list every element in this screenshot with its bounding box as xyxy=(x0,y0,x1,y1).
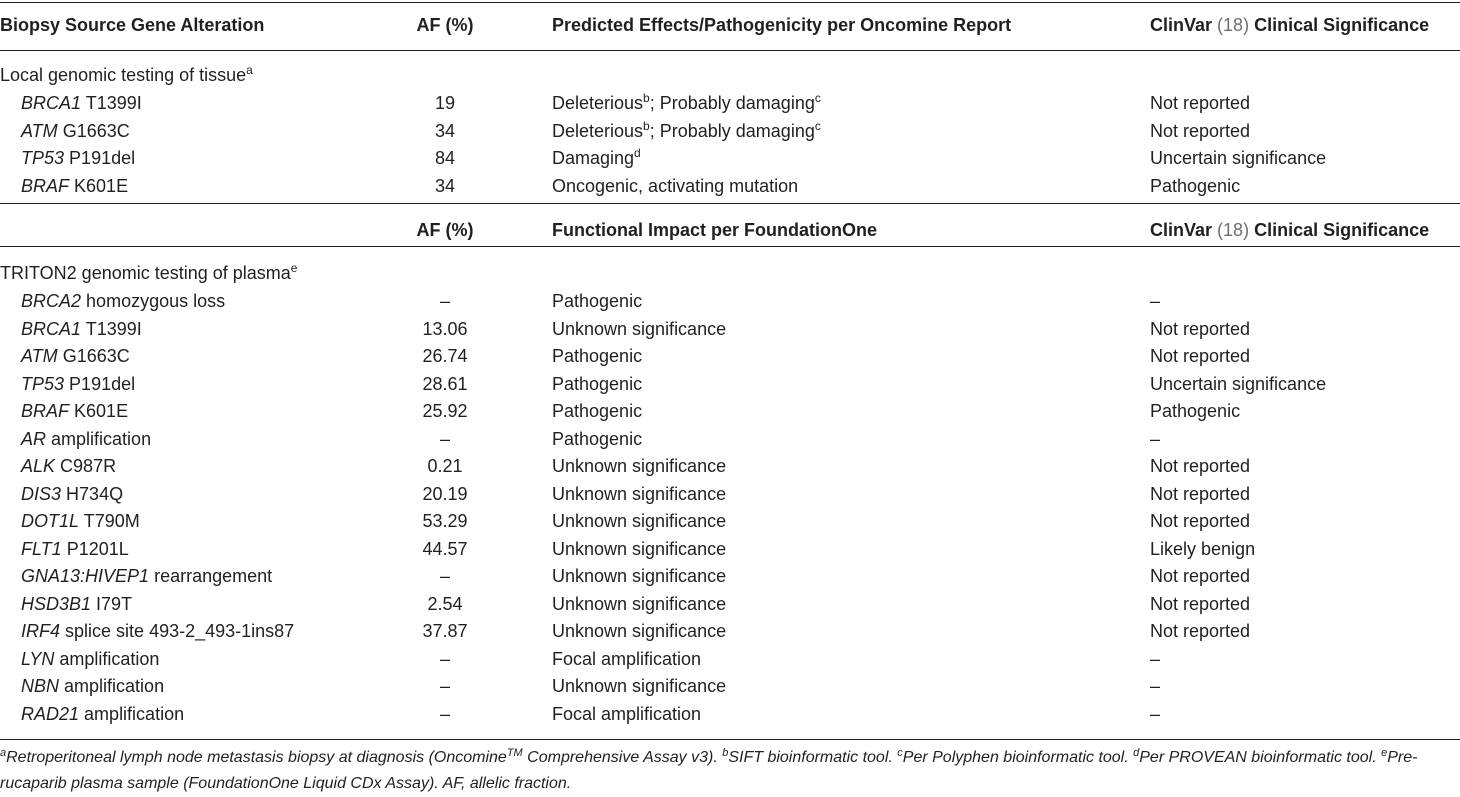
gene-name: BRCA2 xyxy=(21,291,82,311)
af-cell: 2.54 xyxy=(427,593,463,614)
alteration: splice site 493-2_493-1ins87 xyxy=(65,621,295,641)
clinvar-cell: Not reported xyxy=(1150,456,1251,476)
footnote-marker: b xyxy=(643,91,650,105)
effect-cell xyxy=(552,118,821,145)
gene-name: DOT1L xyxy=(21,511,80,531)
gene-alteration-cell xyxy=(21,591,132,618)
gene-name: RAD21 xyxy=(21,703,80,724)
gene-name: LYN xyxy=(21,648,55,669)
effect-cell xyxy=(552,563,726,590)
alteration: H734Q xyxy=(66,483,124,504)
effect-cell xyxy=(552,316,726,343)
section-label-plasma: TRITON2 genomic testing of plasma$^e$ xyxy=(0,261,298,283)
table-row xyxy=(0,426,1460,453)
gene-alteration-cell xyxy=(21,536,129,563)
table-row xyxy=(0,90,1460,117)
effect-cell xyxy=(552,701,701,728)
effect-text: Unknown significance xyxy=(552,456,727,476)
alteration: K601E xyxy=(74,175,129,196)
alteration: homozygous loss xyxy=(86,291,226,311)
effect-cell xyxy=(552,343,642,370)
effect-text: Pathogenic xyxy=(552,401,643,421)
gene-name: BRAF xyxy=(21,401,70,421)
alteration: amplification xyxy=(64,676,165,696)
gene-alteration-cell xyxy=(21,481,123,508)
alteration: K601E xyxy=(74,401,129,421)
table-footnote: $^a$Retroperitoneal lymph node metastasis biopsy at diagnosis (Oncomine™ Comprehensive Assay v3). $^b$SIFT bioinformatic tool. $^c$Per Polyphen bioinformatic tool. $^d$Per PROVEAN bioinformatic tool. $^e$Pre-rucaparib plasma sample (FoundationOne Liquid CDx Assay). AF, allelic fraction. xyxy=(0,747,1418,792)
effect-text: Unknown significance xyxy=(552,593,727,614)
effect-text: Unknown significance xyxy=(552,483,727,504)
effect-cell xyxy=(552,426,642,453)
alteration: T790M xyxy=(83,511,140,531)
alteration: G1663C xyxy=(62,346,130,366)
alteration: amplification xyxy=(51,428,152,449)
gene-alteration-cell xyxy=(21,173,128,200)
column-header-clinvar: ClinVar (18) Clinical Significance xyxy=(1150,15,1430,35)
clinvar-cell: Not reported xyxy=(1150,511,1251,531)
gene-name: BRCA1 xyxy=(21,93,82,113)
af-cell: – xyxy=(439,648,450,669)
effect-cell xyxy=(552,453,726,480)
table-row xyxy=(0,145,1460,172)
table-row xyxy=(0,646,1460,673)
effect-text: Unknown significance xyxy=(552,566,727,586)
column-header-clinvar-2: ClinVar (18) Clinical Significance xyxy=(1150,220,1430,240)
effect-text: Pathogenic xyxy=(552,291,643,311)
clinvar-cell: Not reported xyxy=(1150,621,1251,641)
effect-text: Unknown significance xyxy=(552,538,727,559)
alteration: P1201L xyxy=(66,538,129,559)
table-row xyxy=(0,618,1460,645)
effect-text: Pathogenic xyxy=(552,428,643,449)
footnote-marker: c xyxy=(814,91,821,105)
gene-name: DIS3 xyxy=(21,483,62,504)
table-row xyxy=(0,563,1460,590)
gene-alteration-cell xyxy=(21,343,130,370)
alteration: I79T xyxy=(96,593,133,614)
effect-cell xyxy=(552,371,642,398)
header-rule-2 xyxy=(0,246,1460,247)
af-cell: 37.87 xyxy=(422,621,468,641)
gene-name: IRF4 xyxy=(21,621,61,641)
gene-alteration-cell xyxy=(21,90,142,117)
gene-alteration-cell xyxy=(21,145,135,172)
table-row xyxy=(0,453,1460,480)
gene-alteration-cell xyxy=(21,563,272,590)
af-cell: – xyxy=(439,676,450,696)
effect-cell xyxy=(552,288,642,315)
af-cell: – xyxy=(439,703,450,724)
alteration: amplification xyxy=(84,703,185,724)
effect-text: Deleterious xyxy=(552,93,644,113)
clinvar-cell: Not reported xyxy=(1150,483,1251,504)
table-row xyxy=(0,701,1460,728)
gene-alteration-cell xyxy=(21,398,128,425)
footnote-marker: c xyxy=(814,118,821,133)
effect-text: Unknown significance xyxy=(552,511,727,531)
table-row xyxy=(0,288,1460,315)
effect-cell xyxy=(552,536,726,563)
clinvar-cell: – xyxy=(1150,703,1161,724)
column-header-gene-alteration: Biopsy Source Gene Alteration xyxy=(0,15,265,35)
af-cell: – xyxy=(439,428,450,449)
gene-alteration-cell xyxy=(21,673,164,700)
column-header-predicted-effects: Predicted Effects/Pathogenicity per Oncomine Report xyxy=(552,15,1012,35)
table-row xyxy=(0,481,1460,508)
clinvar-cell: Not reported xyxy=(1150,318,1251,339)
af-cell: 53.29 xyxy=(422,511,468,531)
effect-cell xyxy=(552,508,726,535)
clinvar-cell: Not reported xyxy=(1150,566,1251,586)
gene-name: ATM xyxy=(21,120,58,141)
clinvar-cell: Not reported xyxy=(1150,120,1251,141)
gene-name: TP53 xyxy=(21,373,65,394)
table-header-foundationone xyxy=(0,217,1460,244)
gene-name: TP53 xyxy=(21,148,65,168)
alteration: T1399I xyxy=(85,318,142,339)
gene-alteration-cell xyxy=(21,288,225,315)
section-label-tissue: Local genomic testing of tissue$^a$ xyxy=(0,63,253,85)
table-row xyxy=(0,343,1460,370)
table-row xyxy=(0,673,1460,700)
gene-name: NBN xyxy=(21,676,60,696)
gene-name: BRAF xyxy=(21,175,70,196)
effect-cell xyxy=(552,481,726,508)
clinvar-cell: Likely benign xyxy=(1150,538,1256,559)
footnote-marker: b xyxy=(643,118,650,133)
af-cell: 13.06 xyxy=(422,318,468,339)
effect-cell xyxy=(552,646,701,673)
clinvar-cell: Pathogenic xyxy=(1150,175,1241,196)
gene-name: BRCA1 xyxy=(21,318,82,339)
table-row xyxy=(0,508,1460,535)
gene-alteration-cell xyxy=(21,508,140,535)
effect-text: Focal amplification xyxy=(552,648,702,669)
af-cell: 34 xyxy=(434,175,456,196)
effect-text: Unknown significance xyxy=(552,621,727,641)
alteration: C987R xyxy=(60,456,117,476)
clinvar-cell: – xyxy=(1150,648,1161,669)
clinvar-cell: Uncertain significance xyxy=(1150,373,1327,394)
table-row xyxy=(0,316,1460,343)
af-cell: 34 xyxy=(434,120,456,141)
af-cell: 19 xyxy=(434,93,456,113)
gene-alteration-cell xyxy=(21,701,184,728)
alteration: amplification xyxy=(59,648,160,669)
column-header-functional-impact: Functional Impact per FoundationOne xyxy=(552,220,878,240)
effect-cell xyxy=(552,591,726,618)
alteration: G1663C xyxy=(62,120,130,141)
section-divider-rule xyxy=(0,203,1460,204)
clinvar-cell: – xyxy=(1150,291,1161,311)
header-rule-1 xyxy=(0,50,1460,51)
table-row xyxy=(0,118,1460,145)
effect-text: Oncogenic, activating mutation xyxy=(552,175,799,196)
table-row xyxy=(0,371,1460,398)
gene-alteration-cell xyxy=(21,426,151,453)
gene-alteration-cell xyxy=(21,453,116,480)
alteration: P191del xyxy=(69,148,136,168)
effect-cell xyxy=(552,673,726,700)
gene-name: AR xyxy=(21,428,47,449)
clinvar-cell: Uncertain significance xyxy=(1150,148,1327,168)
af-cell: 84 xyxy=(434,148,456,168)
effect-text: Unknown significance xyxy=(552,676,727,696)
gene-alteration-cell xyxy=(21,118,130,145)
clinvar-cell: Pathogenic xyxy=(1150,401,1241,421)
table-row xyxy=(0,173,1460,200)
column-header-af: AF (%) xyxy=(416,15,474,35)
table-bottom-rule xyxy=(0,739,1460,740)
af-cell: – xyxy=(439,566,450,586)
af-cell: – xyxy=(439,291,450,311)
table-row xyxy=(0,398,1460,425)
clinvar-reference: (18) xyxy=(1217,15,1250,35)
clinvar-cell: – xyxy=(1150,428,1161,449)
alteration: T1399I xyxy=(85,93,142,113)
clinvar-cell: Not reported xyxy=(1150,593,1251,614)
effect-cell xyxy=(552,618,726,645)
table-row xyxy=(0,591,1460,618)
gene-alteration-cell xyxy=(21,618,294,645)
table-header-oncomine xyxy=(0,12,1460,39)
alteration: rearrangement xyxy=(154,566,273,586)
table-row xyxy=(0,536,1460,563)
gene-name: GNA13:HIVEP1 xyxy=(21,566,150,586)
effect-text: Unknown significance xyxy=(552,318,727,339)
effect-text: Deleterious xyxy=(552,120,644,141)
clinvar-cell: – xyxy=(1150,676,1161,696)
clinvar-reference-2: (18) xyxy=(1217,220,1250,240)
gene-name: FLT1 xyxy=(21,538,62,559)
clinvar-cell: Not reported xyxy=(1150,93,1251,113)
effect-text: Focal amplification xyxy=(552,703,702,724)
gene-name: HSD3B1 xyxy=(21,593,92,614)
effect-text: Damaging xyxy=(552,148,635,168)
effect-text: Pathogenic xyxy=(552,373,643,394)
effect-cell xyxy=(552,173,798,200)
effect-cell xyxy=(552,90,821,117)
af-cell: 25.92 xyxy=(422,401,468,421)
gene-name: ALK xyxy=(21,456,56,476)
effect-text-2: ; Probably damaging xyxy=(649,93,815,113)
effect-text-2: ; Probably damaging xyxy=(649,120,815,141)
af-cell: 28.61 xyxy=(422,373,468,394)
gene-name: ATM xyxy=(21,346,58,366)
af-cell: 26.74 xyxy=(422,346,468,366)
af-cell: 20.19 xyxy=(422,483,468,504)
footnote-marker: d xyxy=(634,146,641,160)
gene-alteration-cell xyxy=(21,371,135,398)
gene-alteration-cell xyxy=(21,316,142,343)
clinvar-cell: Not reported xyxy=(1150,346,1251,366)
alteration: P191del xyxy=(69,373,136,394)
effect-cell xyxy=(552,398,642,425)
af-cell: 44.57 xyxy=(422,538,468,559)
gene-alteration-cell xyxy=(21,646,159,673)
column-header-af-2: AF (%) xyxy=(416,220,474,240)
af-cell: 0.21 xyxy=(427,456,463,476)
effect-cell xyxy=(552,145,641,172)
effect-text: Pathogenic xyxy=(552,346,643,366)
table-top-rule xyxy=(0,2,1460,3)
